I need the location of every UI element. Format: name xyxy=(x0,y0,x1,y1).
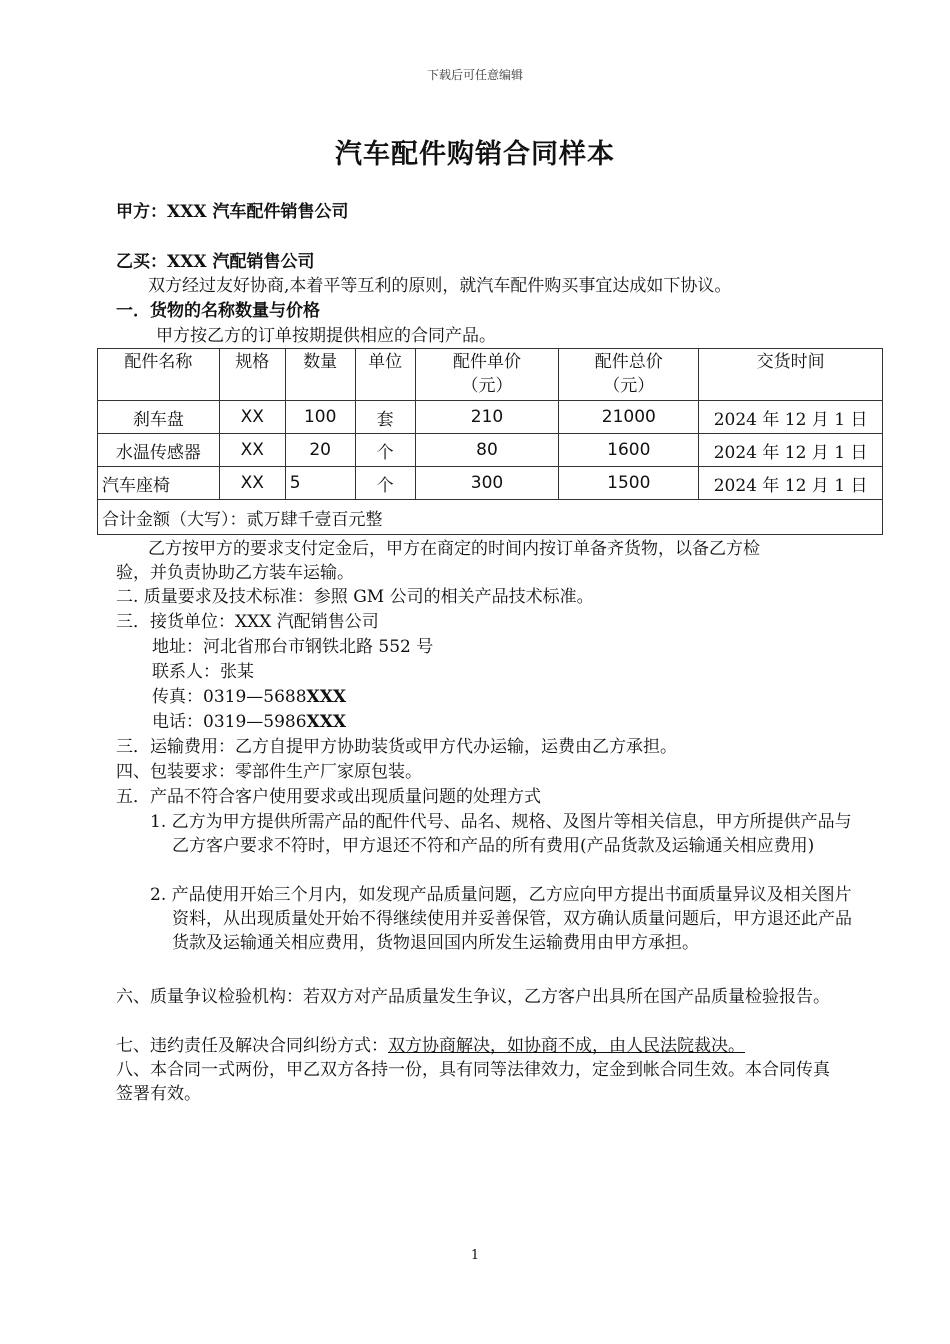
table-row xyxy=(98,401,883,434)
after-table-line-2: 验，并负责协助乙方装车运输。 xyxy=(116,563,354,583)
table-total-row xyxy=(98,500,883,535)
section-5-heading: 五．产品不符合客户使用要求或出现质量问题的处理方式 xyxy=(116,787,541,807)
table-cell: 21000 xyxy=(559,401,699,434)
header-cell xyxy=(415,349,559,401)
fax-prefix: 传真：0319—5688 xyxy=(152,687,307,707)
fax-suffix: XXX xyxy=(306,687,347,707)
table-cell: 2024 年 12 月 1 日 xyxy=(699,401,883,434)
table-cell: XX xyxy=(219,401,285,434)
document-title: 汽车配件购销合同样本 xyxy=(335,139,615,170)
intro-paragraph: 双方经过友好协商,本着平等互利的原则，就汽车配件购买事宜达成如下协议。 xyxy=(148,276,732,296)
section-5-item-1: 1. 乙方为甲方提供所需产品的配件代号、品名、规格、及图片等相关信息，甲方所提供产品与乙方客户要求不符时，甲方退还不符和产品的所有费用(产品货款及运输通关相应费用) xyxy=(150,812,852,856)
table-cell: 个 xyxy=(355,434,415,467)
header-cell-line: （元） xyxy=(461,376,513,396)
section-3-heading: 三．接货单位：XXX 汽配销售公司 xyxy=(116,612,379,632)
header-cell: 规格 xyxy=(219,349,285,401)
section-7-prefix: 七、违约责任及解决合同纠纷方式： xyxy=(116,1036,388,1056)
table-cell: 汽车座椅 xyxy=(98,467,220,500)
table-cell: 20 xyxy=(285,434,355,467)
section-7 xyxy=(116,1034,745,1058)
phone-prefix: 电话：0319—5986 xyxy=(152,712,307,732)
section-8: 八、本合同一式两份，甲乙双方各持一份，具有同等法律效力，定金到帐合同生效。本合同传真签署有效。 xyxy=(116,1060,830,1104)
header-cell: 数量 xyxy=(285,349,355,401)
phone-suffix: XXX xyxy=(306,712,347,732)
goods-table xyxy=(97,348,883,535)
table-cell: 5 xyxy=(285,467,355,500)
address: 地址：河北省邢台市钢铁北路 552 号 xyxy=(152,637,434,657)
table-cell: 套 xyxy=(355,401,415,434)
after-table-line-1: 乙方按甲方的要求支付定金后，甲方在商定的时间内按订单备齐货物，以备乙方检 xyxy=(148,539,760,559)
header-cell: 交货时间 xyxy=(699,349,883,401)
contact-person: 联系人：张某 xyxy=(152,662,254,682)
section-1-heading: 一．货物的名称数量与价格 xyxy=(116,301,320,321)
table-cell: 刹车盘 xyxy=(98,401,220,434)
phone-number xyxy=(152,710,346,734)
header-cell-line: （元） xyxy=(603,376,655,396)
table-cell: 个 xyxy=(355,467,415,500)
table-cell: 2024 年 12 月 1 日 xyxy=(699,434,883,467)
party-b: 乙买：XXX 汽配销售公司 xyxy=(116,252,315,272)
table-cell: XX xyxy=(219,467,285,500)
section-1-subtext: 甲方按乙方的订单按期提供相应的合同产品。 xyxy=(156,326,496,346)
header-cell xyxy=(559,349,699,401)
table-cell: XX xyxy=(219,434,285,467)
total-amount: 合计金额（大写）：贰万肆千壹百元整 xyxy=(98,500,883,535)
table-cell: 1600 xyxy=(559,434,699,467)
table-cell: 2024 年 12 月 1 日 xyxy=(699,467,883,500)
section-5-item-2: 2. 产品使用开始三个月内，如发现产品质量问题，乙方应向甲方提出书面质量异议及相关图片资料，从出现质量处开始不得继续使用并妥善保管，双方确认质量问题后，甲方退还此产品货款及运输通关相应费用，货物退回国内所发生运输费用由甲方承担。 xyxy=(150,885,852,953)
header-cell: 单位 xyxy=(355,349,415,401)
section-6: 六、质量争议检验机构：若双方对产品质量发生争议，乙方客户出具所在国产品质量检验报告。 xyxy=(116,987,830,1007)
table-header-row xyxy=(98,349,883,401)
header-cell-line: 配件单价 xyxy=(452,352,521,372)
table-cell: 100 xyxy=(285,401,355,434)
table-row xyxy=(98,467,883,500)
table-cell: 80 xyxy=(415,434,559,467)
party-a: 甲方：XXX 汽车配件销售公司 xyxy=(116,202,349,222)
table-cell: 水温传感器 xyxy=(98,434,220,467)
page-number: 1 xyxy=(470,1248,480,1263)
header-cell: 配件名称 xyxy=(98,349,220,401)
section-7-resolution: 双方协商解决，如协商不成，由人民法院裁决。 xyxy=(388,1036,745,1056)
section-4: 四、包装要求：零部件生产厂家原包装。 xyxy=(116,762,422,782)
section-2: 二. 质量要求及技术标准：参照 GM 公司的相关产品技术标准。 xyxy=(116,587,594,607)
page-header-note: 下载后可任意编辑 xyxy=(426,68,523,82)
header-cell-line: 配件总价 xyxy=(594,352,663,372)
fax-number xyxy=(152,685,346,709)
table-cell: 210 xyxy=(415,401,559,434)
table-cell: 1500 xyxy=(559,467,699,500)
section-3-transport: 三．运输费用：乙方自提甲方协助装货或甲方代办运输，运费由乙方承担。 xyxy=(116,737,677,757)
table-cell: 300 xyxy=(415,467,559,500)
table-row xyxy=(98,434,883,467)
